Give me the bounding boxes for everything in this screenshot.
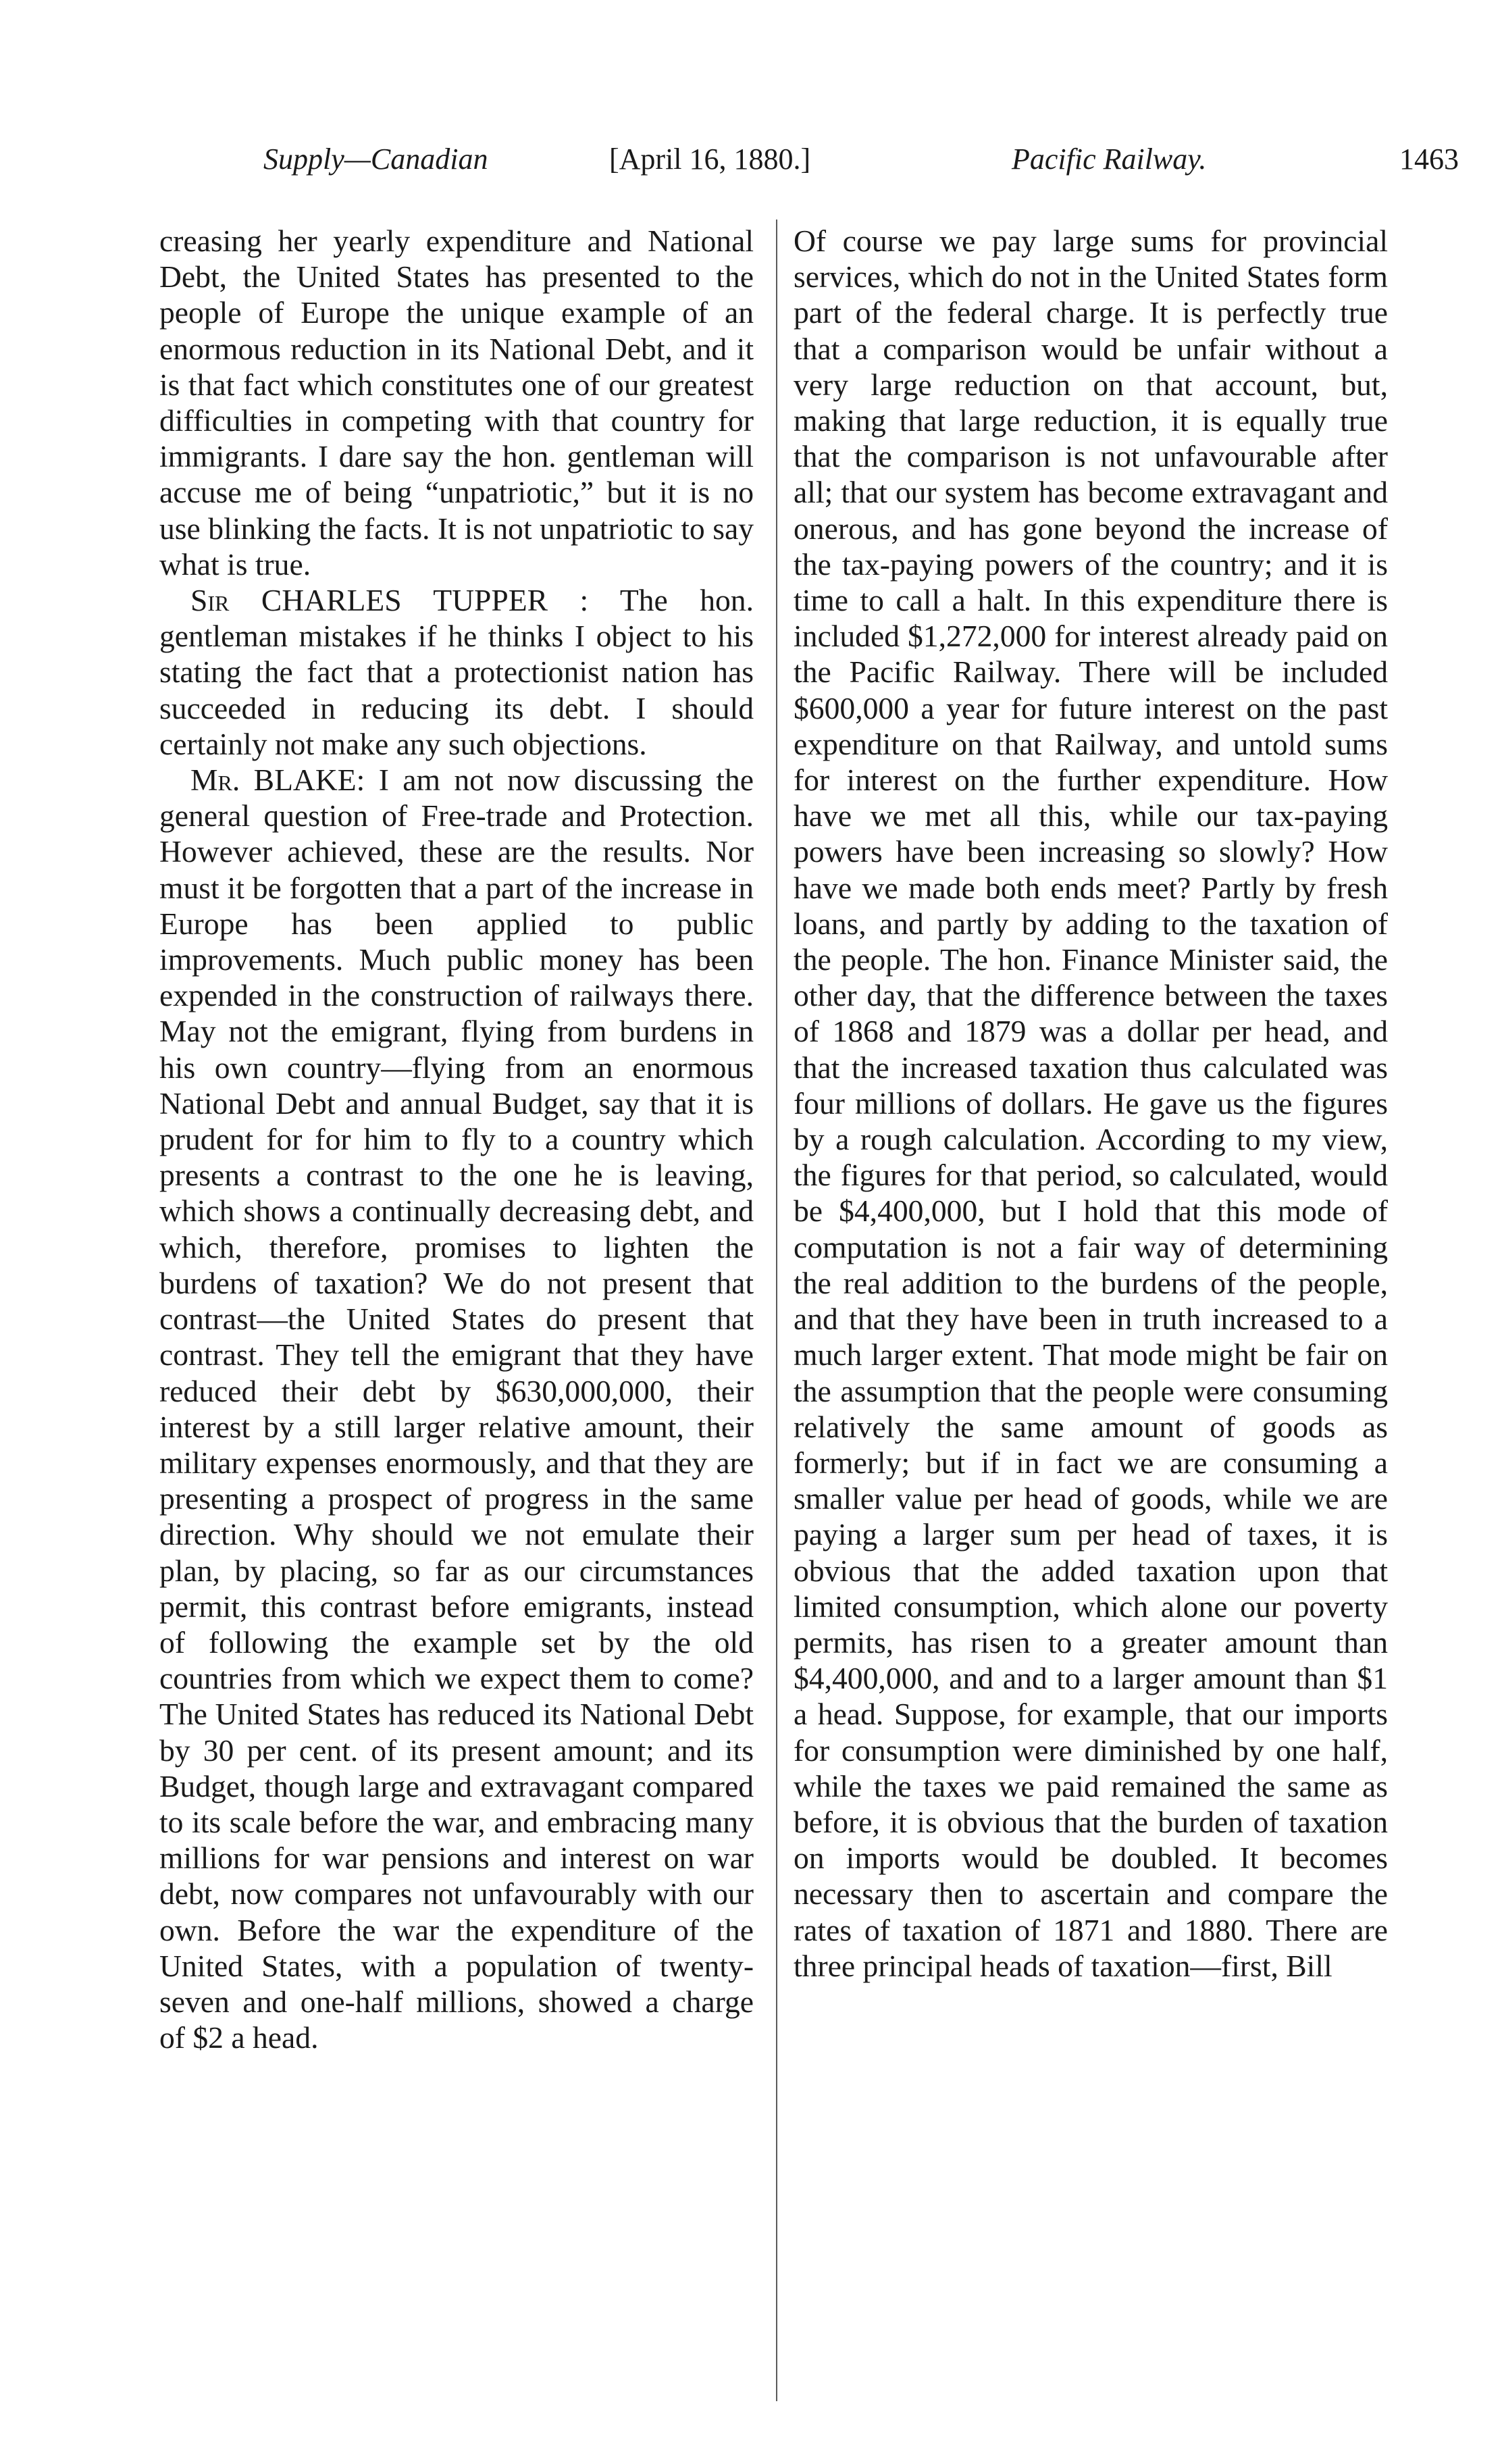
right-column bbox=[794, 223, 1388, 2405]
running-header bbox=[223, 142, 1459, 189]
header-date: [April 16, 1880.] bbox=[609, 143, 811, 176]
speaker-name: Sir CHARLES TUPPER bbox=[190, 583, 548, 618]
header-topic: Pacific Railway. bbox=[1012, 143, 1207, 176]
right-paragraph-1: Of course we pay large sums for provincial services, which do not in the United States form part of the federal charge. It is perfectly true that a comparison would be unfair without a very large reduction on that account, but, making that large reduction, it is equally true that the comparison is not unfavourable after all; that our system has become extravagant and onerous, and has gone beyond the increase of the tax-paying powers of the country; and it is time to call a halt. In this expenditure there is included $1,272,000 for interest already paid on the Pacific Railway. There will be included $600,000 a year for future interest on the past expenditure on that Railway, and untold sums for interest on the further expenditure. How have we met all this, while our tax-paying powers have been increasing so slowly? How have we made both ends meet? Partly by fresh loans, and partly by adding to the taxation of the people. The hon. Finance Minister said, the other day, that the difference between the taxes of 1868 and 1879 was a dollar per head, and that the increased taxation thus calculated was four millions of dollars. He gave us the figures by a rough calculation. According to my view, the figures for that period, so calculated, would be $4,400,000, but I hold that this mode of computation is not a fair way of determining the real addition to the burdens of the people, and that they have been in truth increased to a much larger extent. That mode might be fair on the assumption that the people were consuming relatively the same amount of goods as formerly; but if in fact we are consuming a smaller value per head of goods, while we are paying a larger sum per head of taxes, it is obvious that the added taxation upon that limited consumption, which alone our poverty permits, has risen to a greater amount than $4,400,000, and and to a larger amount than $1 a head. Suppose, for example, that our imports for consumption were diminished by one half, while the taxes we paid remained the same as before, it is obvious that the burden of taxation on imports would be doubled. It becomes necessary then to ascertain and compare the rates of taxation of 1871 and 1880. There are three principal heads of taxation—first, Bill bbox=[794, 224, 1388, 1983]
column-divider bbox=[776, 220, 777, 2401]
speech-text: : I am not now discussing the general question of Free-trade and Protection. However achieved, these are the results. Nor must it be forgotten that a part of the increase in Europe has been applied to public improvements. Much public money has been expended in the construction of railways there. May not the emigrant, flying from burdens in his own country—flying from an enormous National Debt and annual Budget, say that it is prudent for for him to fly to a country which presents a contrast to the one he is leaving, which shows a continually decreasing debt, and which, therefore, promises to lighten the burdens of taxation? We do not present that contrast—the United States do present that contrast. They tell the emigrant that they have reduced their debt by $630,000,000, their interest by a still larger relative amount, their military expenses enormously, and that they are presenting a prospect of progress in the same direction. Why should we not emulate their plan, by placing, so far as our circumstances permit, this contrast before emigrants, instead of following the example set by the old countries from which we expect them to come? The United States has reduced its National Debt by 30 per cent. of its present amount; and its Budget, though large and extravagant compared to its scale before the war, and embracing many millions for war pensions and interest on war debt, now compares not unfavourably with our own. Before the war the expenditure of the United States, with a population of twenty-seven and one-half millions, showed a charge of $2 a head. bbox=[159, 763, 754, 2055]
left-column bbox=[159, 223, 754, 2405]
left-paragraph-3 bbox=[159, 762, 754, 2055]
speaker-name: Mr. BLAKE bbox=[190, 763, 357, 798]
page-number: 1463 bbox=[1399, 143, 1459, 176]
left-paragraph-1: creasing her yearly expenditure and National Debt, the United States has presented to the people of Europe the unique example of an enormous reduction in its National Debt, and it is that fact which constitutes one of our greatest difficulties in competing with that country for immigrants. I dare say the hon. gentleman will accuse me of being “unpatriotic,” but it is no use blinking the facts. It is not unpatriotic to say what is true. bbox=[159, 224, 754, 582]
speech-text: : The hon. gentleman mistakes if he thinks I object to his stating the fact that a protectionist nation has succeeded in reducing its debt. I should certainly not make any such objections. bbox=[159, 583, 754, 761]
header-section-title: Supply—Canadian bbox=[263, 143, 488, 176]
left-paragraph-2 bbox=[159, 582, 754, 762]
